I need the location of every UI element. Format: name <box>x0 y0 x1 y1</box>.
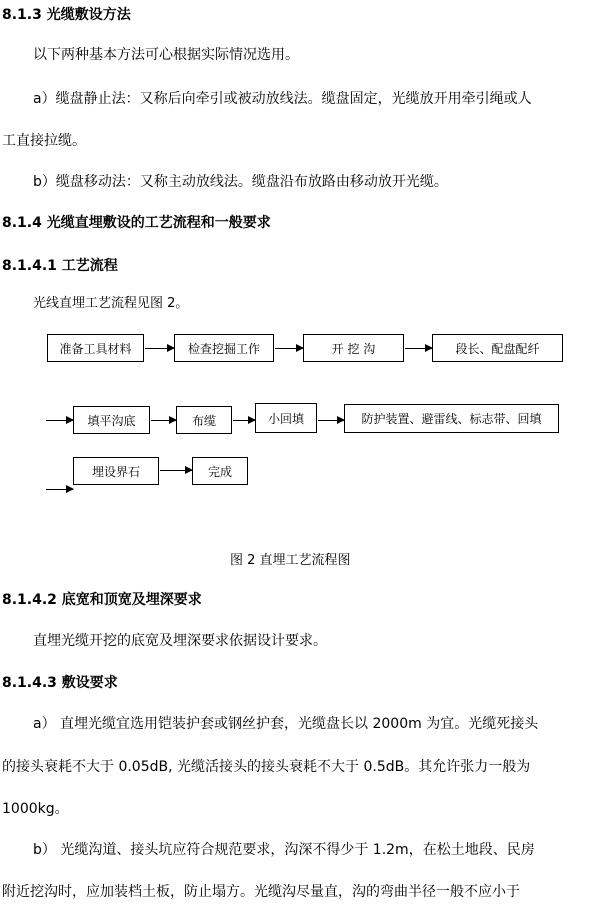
flow-step-protect: 防护装置、避雷线、标志带、回填 <box>344 404 559 433</box>
paragraph-line: 1000kg。 <box>2 801 69 817</box>
section-heading-8-1-3: 8.1.3 光缆敷设方法 <box>2 7 131 23</box>
flow-step-backfill: 小回填 <box>255 403 317 433</box>
section-heading-8-1-4: 8.1.4 光缆直埋敷设的工艺流程和一般要求 <box>2 215 271 231</box>
paragraph: 直埋光缆开挖的底宽及埋深要求依据设计要求。 <box>33 633 327 649</box>
paragraph: b）缆盘移动法：又称主动放线法。缆盘沿布放路由移动放开光缆。 <box>33 174 448 190</box>
flow-step-prepare: 准备工具材料 <box>47 334 144 362</box>
flow-arrow <box>46 420 73 421</box>
section-heading-8-1-4-2: 8.1.4.2 底宽和顶宽及埋深要求 <box>2 592 202 608</box>
paragraph-line: b） 光缆沟道、接头坑应符合规范要求，沟深不得少于 1.2m，在松土地段、民房 <box>33 842 535 858</box>
flow-arrow <box>145 348 174 349</box>
paragraph-line: 工直接拉缆。 <box>2 133 86 149</box>
flow-arrow <box>160 470 192 471</box>
flow-step-done: 完成 <box>192 457 248 485</box>
section-heading-8-1-4-3: 8.1.4.3 敷设要求 <box>2 675 118 691</box>
paragraph-line: 附近挖沟时，应加装档土板，防止塌方。光缆沟尽量直，沟的弯曲半径一般不应小于 <box>2 884 520 900</box>
flow-step-dig: 开 挖 沟 <box>303 334 404 362</box>
flow-arrow <box>275 348 303 349</box>
flow-step-length: 段长、配盘配纤 <box>432 334 563 362</box>
paragraph-line: a） 直埋光缆宜选用铠装护套或钢丝护套，光缆盘长以 2000m 为宜。光缆死接头 <box>33 716 539 732</box>
flow-arrow <box>405 348 432 349</box>
flow-step-marker: 埋设界石 <box>73 457 159 485</box>
flow-intro: 光线直埋工艺流程见图 2。 <box>33 296 189 311</box>
flow-arrow <box>151 420 176 421</box>
flow-step-level: 填平沟底 <box>73 406 150 434</box>
flow-arrow <box>233 420 255 421</box>
flow-arrow <box>46 489 73 490</box>
figure-caption: 图 2 直埋工艺流程图 <box>230 553 351 568</box>
paragraph: 以下两种基本方法可心根据实际情况选用。 <box>33 47 299 63</box>
flow-step-lay: 布缆 <box>176 406 232 434</box>
paragraph-line: 的接头衰耗不大于 0.05dB, 光缆活接头的接头衰耗不大于 0.5dB。其允许张力一般为 <box>2 759 531 775</box>
section-heading-8-1-4-1: 8.1.4.1 工艺流程 <box>2 258 118 274</box>
flow-arrow <box>318 420 344 421</box>
paragraph-line: a）缆盘静止法：又称后向牵引或被动放线法。缆盘固定，光缆放开用牵引绳或人 <box>33 91 532 107</box>
flow-step-check: 检查挖掘工作 <box>174 334 274 362</box>
